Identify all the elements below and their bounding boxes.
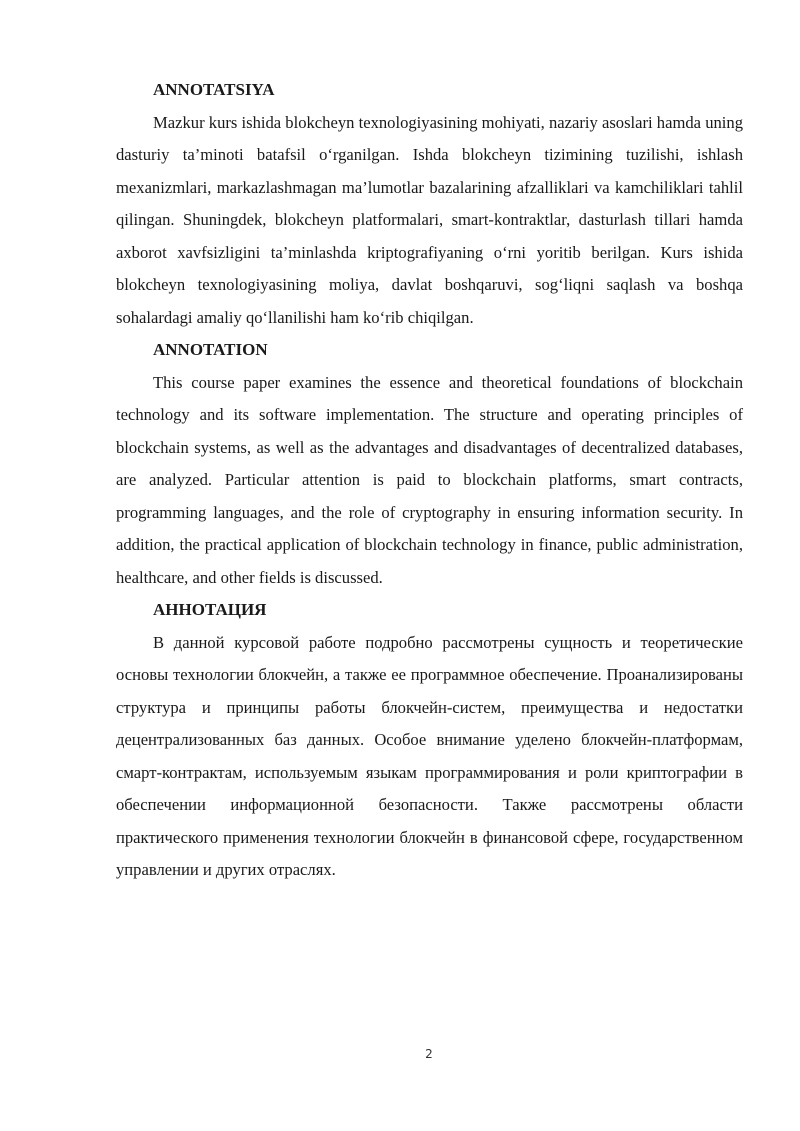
page-number: 2 (425, 1047, 433, 1061)
heading-annotatsiya: ANNOTATSIYA (153, 80, 275, 99)
heading-annotatsiya-russian: АННОТАЦИЯ (153, 600, 267, 619)
paragraph-annotatsiya-russian: В данной курсовой работе подробно рассмотрены сущность и теоретические основы технологии блокчейн, а также ее программное обеспечение. Проанализированы структура и принципы работы блокчейн-систем, преимущества и недостатки децентрализованных баз данных. Особое внимание уделено блокчейн-платформам, смарт-контрактам, используемым языкам программирования и роли криптографии в обеспечении информационной безопасности. Также рассмотрены области практического применения технологии блокчейн в финансовой сфере, государственном управлении и других отраслях. (116, 632, 743, 879)
heading-annotation: ANNOTATION (153, 340, 268, 359)
paragraph-annotatsiya: Mazkur kurs ishida blokcheyn texnologiyasining mohiyati, nazariy asoslari hamda uning dasturiy ta’minoti batafsil o‘rganilgan. Ishda blokcheyn tizimining tuzilishi, ishlash mexanizmlari, markazlashmagan ma’lumotlar bazalarining afzalliklari va kamchiliklari tahlil qilingan. Shuningdek, blokcheyn platformalari, smart-kontraktlar, dasturlash tillari hamda axborot xavfsizligini ta’minlashda kriptografiyaning o‘rni yoritib berilgan. Kurs ishida blokcheyn texnologiyasining moliya, davlat boshqaruvi, sog‘liqni saqlash va boshqa sohalardagi amaliy qo‘llanilishi ham ko‘rib chiqilgan. (116, 112, 743, 327)
page-content (116, 74, 743, 887)
paragraph-annotation: This course paper examines the essence and theoretical foundations of blockchain technology and its software implementation. The structure and operating principles of blockchain systems, as well as the advantages and disadvantages of decentralized databases, are analyzed. Particular attention is paid to blockchain platforms, smart contracts, programming languages, and the role of cryptography in ensuring information security. In addition, the practical application of blockchain technology in finance, public administration, healthcare, and other fields is discussed. (116, 372, 743, 587)
